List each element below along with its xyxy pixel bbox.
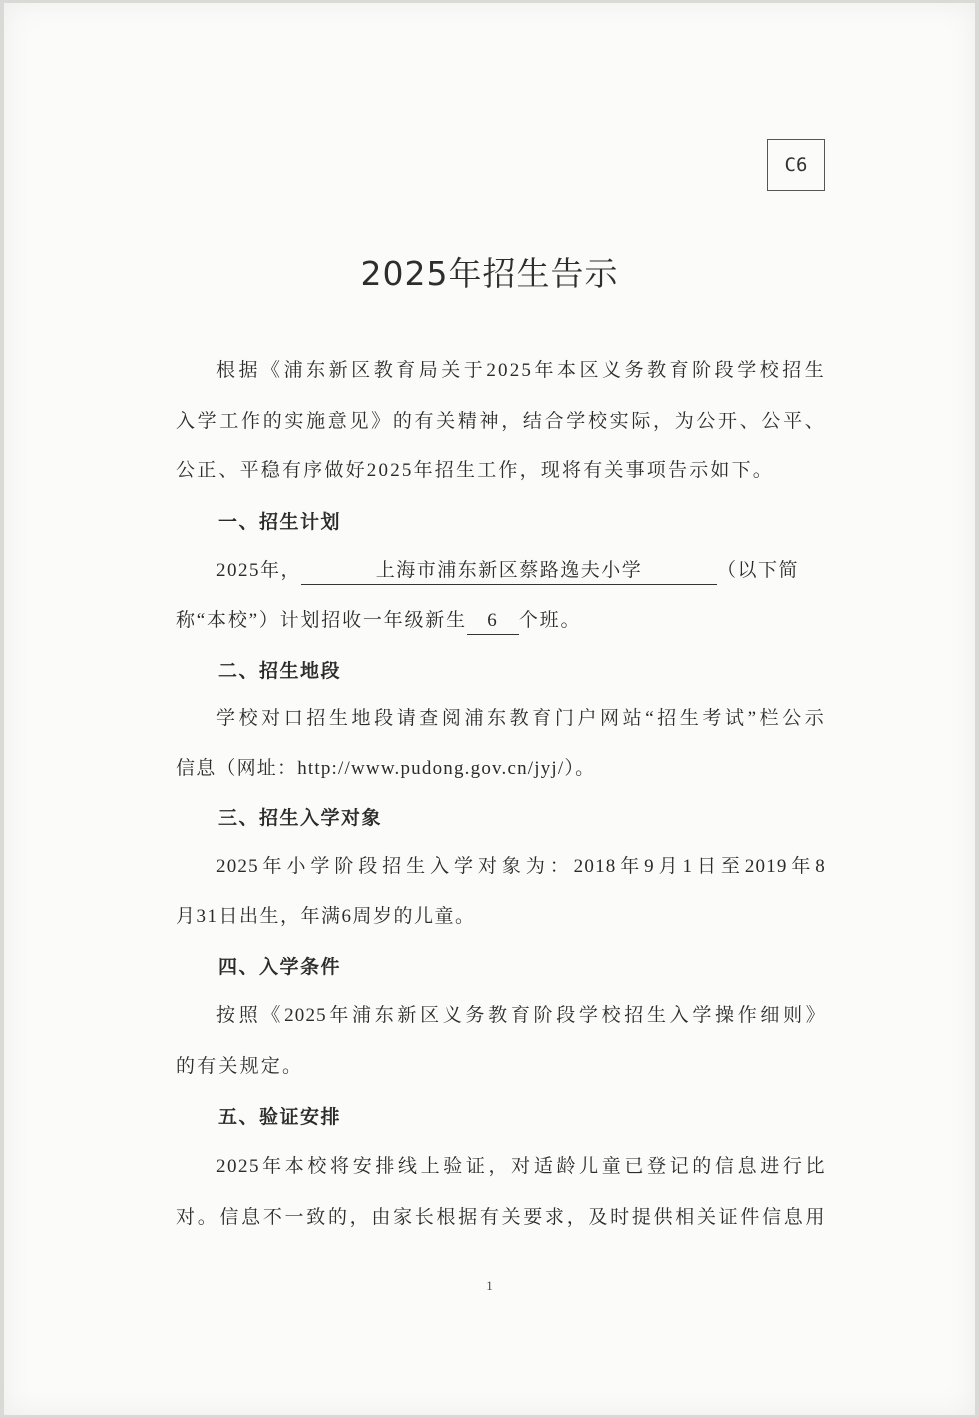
section1-heading: 一、招生计划 — [218, 511, 342, 533]
section5-heading: 五、验证安排 — [218, 1106, 342, 1128]
page-title: 2025年招生告示 — [360, 254, 619, 293]
section5-line-1: 2025年本校将安排线上验证，对适龄儿童已登记的信息进行比 — [216, 1156, 826, 1177]
class-count-field: 6 — [467, 608, 519, 635]
section4-line-1: 按照《2025年浦东新区义务教育阶段学校招生入学操作细则》 — [216, 1005, 826, 1026]
section1-line-2 — [176, 606, 826, 636]
page-number: 1 — [486, 1278, 493, 1293]
section2-heading: 二、招生地段 — [218, 660, 342, 682]
section5-line-2: 对。信息不一致的，由家长根据有关要求，及时提供相关证件信息用 — [176, 1207, 826, 1228]
section3-line-2: 月31日出生，年满6周岁的儿童。 — [176, 906, 476, 927]
section1-line1-suffix: （以下简 — [717, 560, 800, 581]
section2-line-2: 信息（网址：http://www.pudong.gov.cn/jyj/）。 — [176, 758, 596, 779]
section3-heading: 三、招生入学对象 — [218, 807, 383, 829]
section1-line2-suffix: 个班。 — [518, 610, 582, 631]
document-code-box: C6 — [767, 139, 825, 191]
section1-line2-prefix: 称“本校”）计划招收一年级新生 — [176, 610, 467, 631]
school-name-field: 上海市浦东新区蔡路逸夫小学 — [301, 558, 717, 585]
section3-line-1: 2025年小学阶段招生入学对象为：2018年9月1日至2019年8 — [216, 856, 826, 877]
section2-line-1: 学校对口招生地段请查阅浦东教育门户网站“招生考试”栏公示 — [216, 708, 826, 729]
section1-line-1 — [216, 556, 826, 586]
intro-line-3: 公正、平稳有序做好2025年招生工作，现将有关事项告示如下。 — [176, 460, 775, 481]
intro-line-2: 入学工作的实施意见》的有关精神，结合学校实际，为公开、公平、 — [176, 411, 826, 432]
intro-line-1: 根据《浦东新区教育局关于2025年本区义务教育阶段学校招生 — [216, 360, 826, 381]
section1-year-prefix: 2025年， — [216, 560, 302, 581]
section4-line-2: 的有关规定。 — [176, 1056, 304, 1077]
section4-heading: 四、入学条件 — [218, 956, 342, 978]
